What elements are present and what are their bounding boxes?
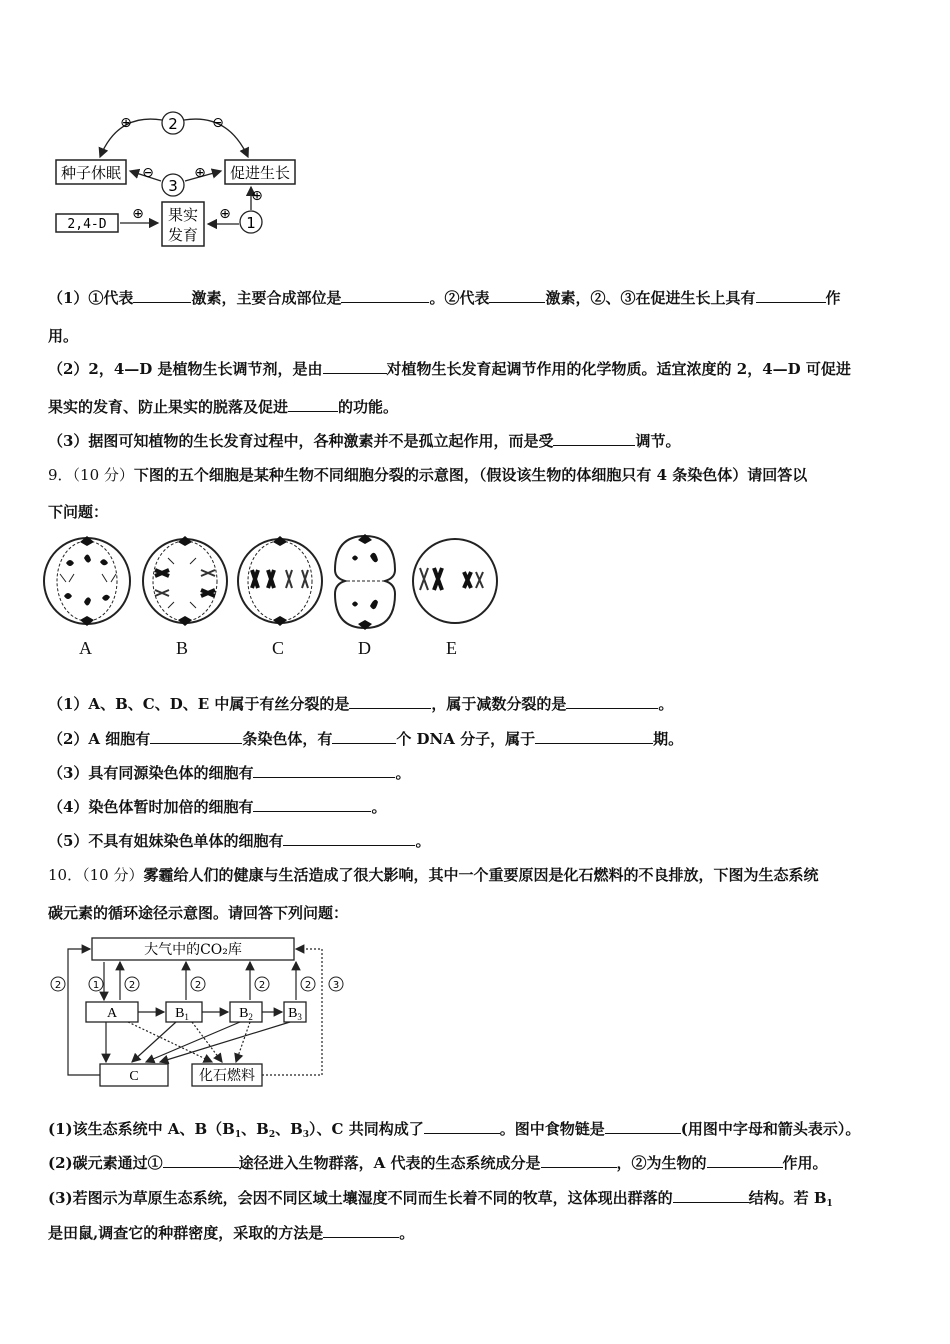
svg-text:1: 1 [92, 980, 100, 991]
promote-growth-label: 促进生长 [229, 164, 291, 182]
q10-stem-line2: 碳元素的循环途径示意图。请回答下列问题： [48, 904, 349, 922]
q10-sub2: (2)碳元素通过① 途径进入生物群落，A 代表的生态系统成分是 ，②为生物的 作用。 [48, 1154, 828, 1172]
answer-blank[interactable] [163, 1153, 239, 1168]
svg-text:3: 3 [332, 980, 340, 991]
cell-label-d: D [358, 638, 371, 658]
node-c-label: C [129, 1069, 139, 1084]
circle-2-label: 2 [168, 115, 178, 133]
fruit-label-2: 发育 [167, 226, 199, 244]
q9-sub1: （1）A、B、C、D、E 中属于有丝分裂的是 ，属于减数分裂的是 。 [48, 695, 674, 713]
q9-sub3: （3）具有同源染色体的细胞有 。 [48, 764, 411, 782]
node-b2-label: $B_2$ [239, 1006, 253, 1022]
answer-blank[interactable] [349, 694, 431, 709]
cell-e-drawing [413, 539, 497, 623]
node-b1-label: $B_1$ [175, 1006, 189, 1022]
svg-text:2: 2 [194, 980, 202, 991]
answer-blank[interactable] [489, 288, 545, 303]
q9-sub2: （2）A 细胞有 条染色体，有 个 DNA 分子，属于 期。 [48, 730, 684, 748]
hormone-diagram [48, 105, 308, 255]
q8-part2-line1: （2）2，4—D 是植物生长调节剂，是由 对植物生长发育起调节作用的化学物质。适宜浓度的 2，4—D 可促进 [48, 360, 851, 378]
answer-blank[interactable] [323, 1223, 399, 1238]
circle-3-label: 3 [168, 177, 178, 195]
q8-part1-line1: （1）①代表 激素，主要合成部位是 。②代表 激素，②、③在促进生长上具有 作 [48, 289, 841, 307]
svg-text:2: 2 [258, 980, 266, 991]
plus-icon: ⊕ [251, 188, 263, 204]
answer-blank[interactable] [424, 1119, 500, 1134]
question-number: 9．（10 分） [48, 466, 134, 484]
cell-label-c: C [272, 638, 285, 658]
answer-blank[interactable] [288, 397, 338, 412]
q9-stem-line2: 下问题： [48, 503, 109, 521]
cell-b-drawing [143, 536, 227, 626]
answer-blank[interactable] [707, 1153, 783, 1168]
carbon-cycle-diagram [46, 932, 356, 1092]
node-a-label: A [106, 1006, 118, 1021]
cell-division-figure [40, 528, 510, 636]
cell-c-drawing [238, 536, 322, 626]
q10-stem-line1: 10．（10 分）雾霾给人们的健康与生活造成了很大影响，其中一个重要原因是化石燃料的不良排放，下图为生态系统 [48, 866, 819, 884]
q10-sub1: (1)该生态系统中 A、$B(B_1$、$B_2$、$B_3$）、C 共同构成了 。图中食物链是 (用图中字母和箭头表示）。 [48, 1120, 861, 1140]
answer-blank[interactable] [673, 1188, 749, 1203]
answer-blank[interactable] [535, 729, 653, 744]
svg-text:2: 2 [54, 980, 62, 991]
24d-label: 2,4-D [67, 217, 107, 232]
plus-icon: ⊕ [194, 165, 206, 181]
q10-sub3-line1: (3)若图示为草原生态系统，会因不同区域土壤湿度不同而生长着不同的牧草，这体现出群落的 结构。若 $B_1$ [48, 1189, 833, 1209]
question-number: 10．（10 分） [48, 866, 144, 884]
cell-d-drawing [335, 534, 395, 630]
minus-icon: ⊖ [142, 165, 154, 181]
cell-label-a: A [79, 638, 92, 658]
answer-blank[interactable] [756, 288, 826, 303]
answer-blank[interactable] [541, 1153, 617, 1168]
minus-icon: ⊖ [212, 115, 224, 131]
plus-icon: ⊕ [120, 115, 132, 131]
seed-dormancy-label: 种子休眠 [60, 164, 122, 182]
co2-pool-label: 大气中的CO₂库 [144, 942, 242, 958]
cell-a-drawing [44, 536, 130, 626]
cell-label-b: B [176, 638, 189, 658]
plus-icon: ⊕ [219, 206, 231, 222]
node-b3-label: $B_3$ [288, 1006, 302, 1022]
answer-blank[interactable] [605, 1119, 681, 1134]
q9-sub5: （5）不具有姐妹染色单体的细胞有 。 [48, 832, 431, 850]
q8-part1-line2: 用。 [48, 327, 79, 345]
plus-icon: ⊕ [132, 206, 144, 222]
q10-sub3-line2: 是田鼠,调查它的种群密度，采取的方法是 。 [48, 1224, 415, 1242]
q9-stem-line1: 9．（10 分）下图的五个细胞是某种生物不同细胞分裂的示意图，（假设该生物的体细胞只有 4 条染色体）请回答以 [48, 466, 808, 484]
answer-blank[interactable] [150, 729, 242, 744]
fossil-fuel-label: 化石燃料 [199, 1068, 255, 1084]
q8-part2-line2: 果实的发育、防止果实的脱落及促进 的功能。 [48, 398, 399, 416]
answer-blank[interactable] [253, 763, 395, 778]
cell-label-e: E [446, 638, 457, 658]
answer-blank[interactable] [323, 359, 387, 374]
answer-blank[interactable] [133, 288, 191, 303]
svg-text:2: 2 [304, 980, 312, 991]
answer-blank[interactable] [553, 431, 635, 446]
answer-blank[interactable] [566, 694, 658, 709]
answer-blank[interactable] [341, 288, 429, 303]
svg-text:2: 2 [128, 980, 136, 991]
answer-blank[interactable] [332, 729, 396, 744]
q9-sub4: （4）染色体暂时加倍的细胞有 。 [48, 798, 387, 816]
answer-blank[interactable] [283, 831, 415, 846]
circle-1-label: 1 [246, 214, 256, 232]
q8-part3: （3）据图可知植物的生长发育过程中，各种激素并不是孤立起作用，而是受 调节。 [48, 432, 681, 450]
answer-blank[interactable] [253, 797, 371, 812]
fruit-label-1: 果实 [167, 206, 199, 224]
